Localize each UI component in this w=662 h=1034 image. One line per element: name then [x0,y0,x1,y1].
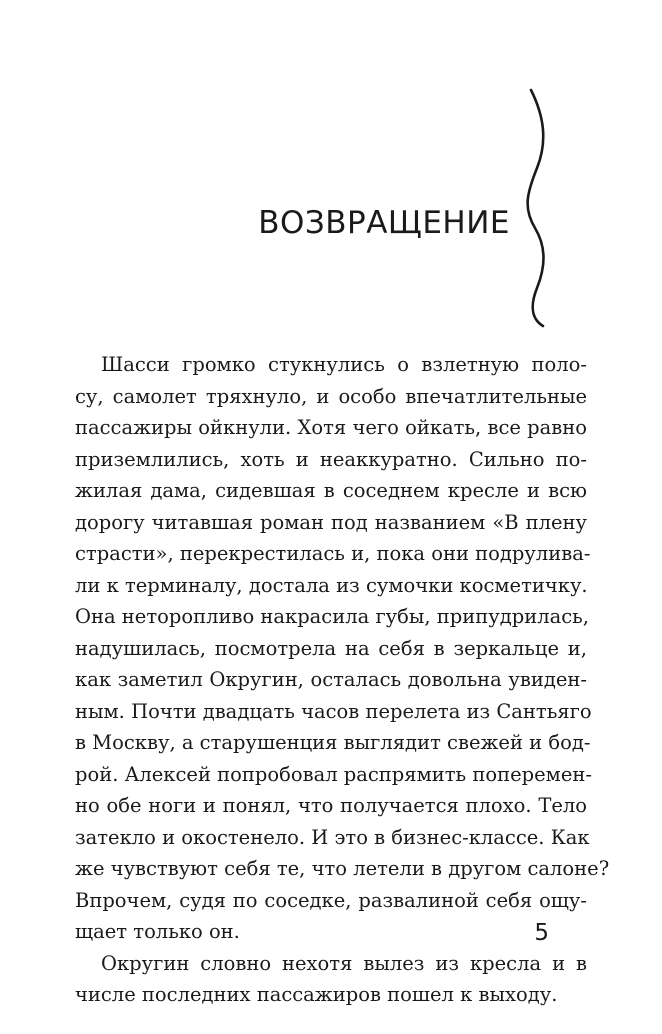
text-line: надушилась, посмотрела на себя в зеркальце и, [75,636,587,660]
text-line: затекло и окостенело. И это в бизнес-классе. Как [75,825,590,849]
paragraph-2 [75,948,587,1011]
paragraph-1 [75,349,610,948]
text-line: ным. Почти двадцать часов перелета из Сантьяго [75,699,592,723]
text-line: но обе ноги и понял, что получается плохо. Тело [75,794,587,817]
text-line: Округин словно нехотя вылез из кресла и в [101,951,587,975]
text-line: жилая дама, сидевшая в соседнем кресле и всю [75,479,587,502]
text-line: как заметил Округин, осталась довольна увиден- [75,668,587,691]
text-line: рой. Алексей попробовал распрямить поперемен- [75,762,592,786]
text-line: приземлились, хоть и неаккуратно. Сильно по- [75,447,587,471]
page-number: 5 [534,920,549,946]
text-line: су, самолет тряхнуло, и особо впечатлительные [75,384,587,408]
text-line: щает только он. [75,920,240,943]
text-line: пассажиры ойкнули. Хотя чего ойкать, все равно [75,416,587,439]
text-line: ли к терминалу, достала из сумочки косметичку. [75,573,588,597]
text-line: числе последних пассажиров пошел к выходу. [75,983,558,1006]
text-line: страсти», перекрестилась и, пока они подрулива- [75,542,591,565]
text-line: Она неторопливо накрасила губы, припудрилась, [75,605,589,628]
text-line: же чувствуют себя те, что летели в другом салоне? [75,857,610,880]
text-line: в Москву, а старушенция выглядит свежей и бод- [75,731,591,754]
chapter-body [75,349,610,1011]
text-line: Впрочем, судя по соседке, развалиной себя ощу- [75,888,587,912]
text-line: Шасси громко стукнулись о взлетную поло- [101,353,587,376]
chapter-title: ВОЗВРАЩЕНИЕ [258,205,510,241]
wavy-line-ornament-icon [515,88,555,328]
text-line: дорогу читавшая роман под названием «В плену [75,510,587,534]
